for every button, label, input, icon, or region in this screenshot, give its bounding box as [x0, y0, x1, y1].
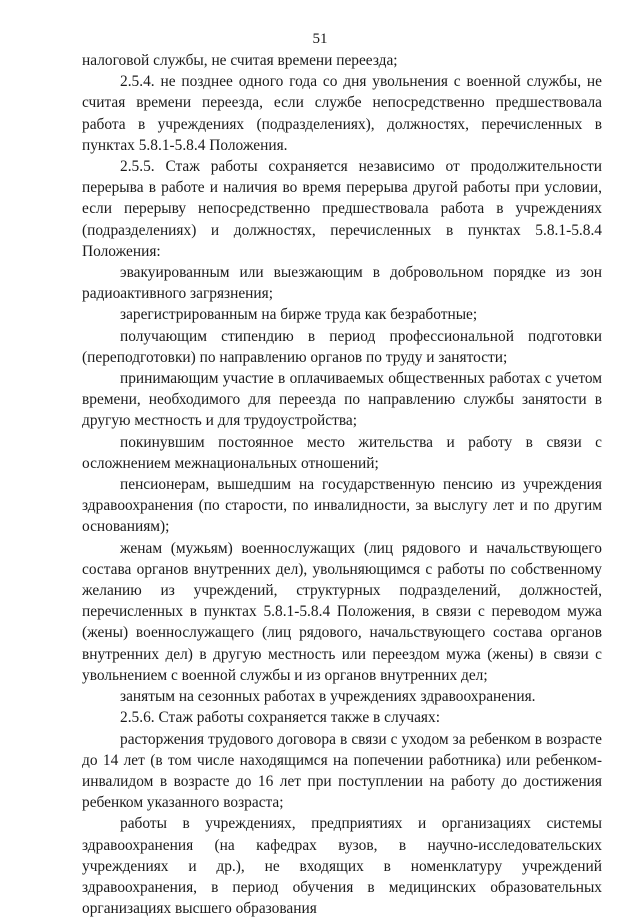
page-number: 51 [312, 31, 328, 47]
list-item-seasonal: занятым на сезонных работах в учреждениях здравоохранения. [120, 688, 536, 706]
list-item-evacuated: эвакуированным или выезжающим в добровольном порядке из зон радиоактивного загрязнения; [82, 264, 602, 303]
list-item-public-works: принимающим участие в оплачиваемых общественных работах с учетом времени, необходимого для переезда по направлению службы занятости в другую местность и для трудоустройства; [82, 370, 602, 430]
list-item-pensioners: пенсионерам, вышедшим на государственную пенсию из учреждения здравоохранения (по старости, по инвалидности, за выслугу лет и по другим основаниям); [82, 476, 602, 536]
paragraph-2-5-6: 2.5.6. Стаж работы сохраняется также в случаях: [120, 709, 440, 727]
list-item-stipend: получающим стипендию в период профессиональной подготовки (переподготовки) по направлению органов по труду и занятости; [82, 327, 602, 366]
list-item-relocated: покинувшим постоянное место жительства и работу в связи с осложнением межнациональных отношений; [82, 433, 602, 472]
paragraph-2-5-5: 2.5.5. Стаж работы сохраняется независимо от продолжительности перерыва в работе и наличия во время перерыва другой работы при условии, если перерыву непосредственно предшествовала работа в учреждениях (подразделениях) и должностях, перечисленных в пунктах 5.8.1-5.8.4 Положения: [82, 158, 602, 260]
list-item-healthcare-system-work: работы в учреждениях, предприятиях и организациях системы здравоохранения (на кафедрах вузов, в научно-исследовательских учреждениях и др.), не входящих в номенклатуру учреждений здравоохранения, в период обучения в медицинских образовательных организациях высшего образования [82, 815, 602, 918]
list-item-unemployed: зарегистрированным на бирже труда как безработные; [120, 306, 478, 324]
list-item-military-spouses: женам (мужьям) военнослужащих (лиц рядового и начальствующего состава органов внутренних дел), увольняющимся с работы по собственному желанию из учреждений, структурных подразделений, должностей, перечисленных в пунктах 5.8.1-5.8.4 Положения, в связи с переводом мужа (жены) военнослужащего (лиц рядового, начальствующего состава органов внутренних дел) в другую местность или переездом мужа (жены) в связи с увольнением с военной службы и из органов внутренних дел; [82, 539, 602, 684]
list-item-childcare: расторжения трудового договора в связи с уходом за ребенком в возрасте до 14 лет (в том числе находящимся на попечении работника) или ребенком-инвалидом в возрасте до 16 лет при поступлении на работу до достижения ребенком указанного возраста; [82, 730, 602, 812]
paragraph-2-5-4: 2.5.4. не позднее одного года со дня увольнения с военной службы, не считая времени переезда, если службе непосредственно предшествовала работа в учреждениях (подразделениях), должностях, перечисленных в пунктах 5.8.1-5.8.4 Положения. [82, 73, 602, 154]
document-body [82, 50, 602, 919]
paragraph-continuation: налоговой службы, не считая времени переезда; [82, 52, 398, 69]
